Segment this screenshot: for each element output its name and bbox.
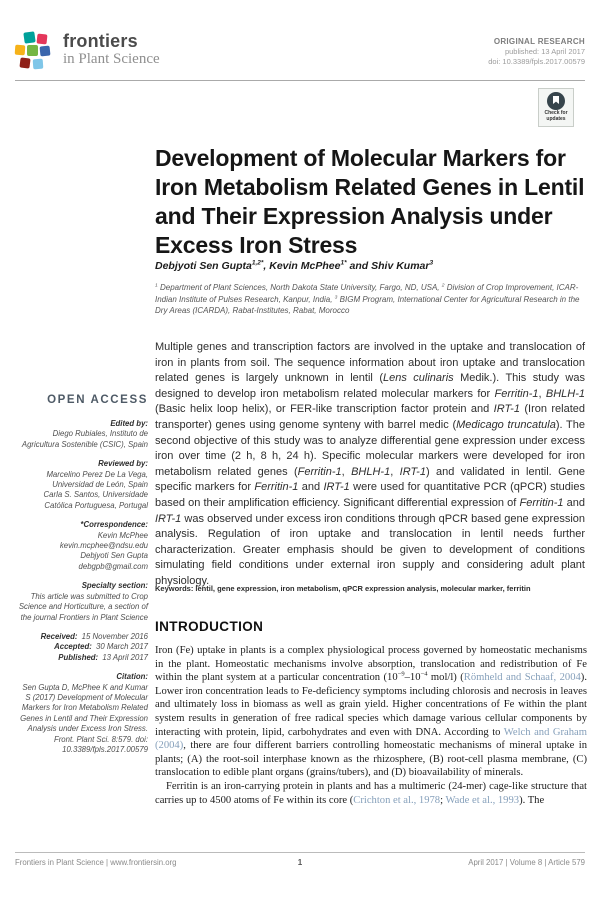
specialty-section-label: Specialty section: xyxy=(81,581,148,591)
article-info-sidebar xyxy=(15,394,148,764)
correspondence-name: Debjyoti Sen Gupta xyxy=(80,551,148,561)
citation-label: Citation: xyxy=(116,672,148,682)
published-label: Published: xyxy=(58,652,99,662)
section-heading-introduction: INTRODUCTION xyxy=(155,619,264,634)
author-list: Debjyoti Sen Gupta$^{1,2*}$, Kevin McPhee$^{1*}$ and Shiv Kumar$^3$ xyxy=(155,259,434,272)
page-number: 1 xyxy=(297,858,303,867)
journal-name: in Plant Science xyxy=(63,51,160,67)
specialty-section-text: This article was submitted to Crop Science and Horticulture, a section of the journal Frontiers in Plant Science xyxy=(18,591,148,622)
specialty-section-block xyxy=(15,581,148,623)
reviewed-by-block xyxy=(15,459,148,511)
article-meta xyxy=(488,37,585,67)
published-date-line: published: 13 April 2017 xyxy=(504,47,585,56)
citation-block xyxy=(15,672,148,755)
reviewer-name: Marcelino Perez De La Vega, Universidad de León, Spain xyxy=(46,469,148,490)
accepted-label: Accepted: xyxy=(54,642,92,652)
reviewer-name: Carla S. Santos, Universidade Católica Portuguesa, Portugal xyxy=(43,490,148,510)
header-divider xyxy=(15,80,585,81)
affiliations: $^1$ Department of Plant Sciences, North Dakota State University, Fargo, ND, USA, $^2$ Division of Crop Improvement, ICAR-Indian Institute of Pulses Research, Kanpur, India, $^3$ BIGM Program, International Center for Agricultural Research in the Dry Areas (ICARDA), Rabat-Institutes, Rabat, Morocco xyxy=(155,283,580,315)
citation-text: Sen Gupta D, McPhee K and Kumar S (2017) Development of Molecular Markers for Iron Metabolism Related Genes in Lentil and Their Expression Analysis under Excess Iron Stress. Front. Plant Sci. 8:579. doi: 10.3389/fpls.2017.00579 xyxy=(20,682,148,754)
received-date: 15 November 2016 xyxy=(81,631,148,641)
editor-name: Diego Rubiales, Instituto de Agricultura Sostenible (CSIC), Spain xyxy=(21,429,148,449)
frontiers-logo[interactable] xyxy=(15,32,160,74)
correspondence-block xyxy=(15,520,148,572)
dates-block xyxy=(15,632,148,663)
footer-issue-info: April 2017 | Volume 8 | Article 579 xyxy=(468,858,585,867)
accepted-date: 30 March 2017 xyxy=(95,642,148,652)
published-date: 13 April 2017 xyxy=(102,652,148,662)
correspondence-email[interactable]: kevin.mcphee@ndsu.edu xyxy=(59,541,148,551)
keywords-line: Keywords: lentil, gene expression, iron metabolism, qPCR expression analysis, molecular marker, ferritin xyxy=(155,584,531,593)
edited-by-label: Edited by: xyxy=(110,419,148,428)
introduction-paragraph: Ferritin is an iron-carrying protein in plants and has a multimeric (24-mer) cage-like structure that carries up to 4500 atoms of Fe within its core (Crichton et al., 1978; Wade et al., 1993). The xyxy=(155,780,587,806)
footer-divider xyxy=(15,852,585,853)
abstract-text: Multiple genes and transcription factors are involved in the uptake and translocation of iron in plants from soil. The sequence information about iron uptake and translocation related genes is largely unknown in lentil (Lens culinaris Medik.). This study was designed to develop iron metabolism related molecular markers for Ferritin-1, BHLH-1 (Basic helix loop helix), or FER-like transcription factor protein and IRT-1 (Iron related transporter) genes using genome synteny with barrel medic (Medicago truncatula). The second objective of this study was to analyze differential gene expression under excess iron over time (2 h, 8 h, 24 h). Specific molecular markers were developed for iron metabolism related genes (Ferritin-1, BHLH-1, IRT-1) and validated in lentil. Gene specific markers for Ferritin-1 and IRT-1 were used for quantitative PCR (qPCR) studies based on their amplification efficiency. Significant differential expression of Ferritin-1 and IRT-1 was observed under excess iron conditions through qPCR based gene expression analysis. Regulation of iron uptake and translocation in lentil needs further characterization. Greater emphasis should be given to development of conditions simulating field conditions under external iron supply and considering adult plant physiology. xyxy=(155,341,586,587)
correspondence-email[interactable]: debgpb@gmail.com xyxy=(78,561,148,571)
received-label: Received: xyxy=(40,631,78,641)
reviewed-by-label: Reviewed by: xyxy=(98,459,148,469)
correspondence-label: *Correspondence: xyxy=(80,520,148,530)
article-title: Development of Molecular Markers for Iron Metabolism Related Genes in Lentil and Their Expression Analysis under Excess Iron Stress xyxy=(155,145,585,258)
crossmark-icon xyxy=(547,92,565,110)
correspondence-name: Kevin McPhee xyxy=(97,530,148,540)
journal-brand: frontiers xyxy=(63,31,138,51)
frontiers-logo-icon xyxy=(15,32,55,74)
open-access-label: OPEN ACCESS xyxy=(47,394,148,406)
article-type: ORIGINAL RESEARCH xyxy=(493,37,585,46)
doi-link[interactable]: doi: 10.3389/fpls.2017.00579 xyxy=(488,57,585,66)
introduction-paragraph: Iron (Fe) uptake in plants is a complex physiological process governed by homeostatic mechanisms in the plant. Homeostatic mechanisms involve absorption, translocation and redistribution of Fe within the plant system at a particular concentration ($10^{-9}-10^{-4}$ mol/l) (Römheld and Schaaf, 2004). Lower iron concentration leads to Fe-deficiency symptoms including chlorosis and necrosis in leaves and ultimately loss in biomass as well as grain yield. Higher concentrations of Fe within the plant system results in generation of free radical species which damage various cellular components by interacting with protein, lipid, carbohydrates and even with DNA. According to Welch and Graham (2004), there are four different barriers controlling homeostatic mechanisms of mineral uptake in plants; (A) the root-soil interphase known as the rhizosphere, (B) root-cell plasma membrane, (C) translocation to edible plant organs (grains/tubers), and (D) bioavailability of minerals. xyxy=(155,645,587,779)
check-for-updates-badge[interactable]: Check for updates xyxy=(538,88,574,127)
introduction-text xyxy=(155,644,587,807)
edited-by-block xyxy=(15,419,148,450)
footer-journal-link[interactable]: Frontiers in Plant Science | www.frontiersin.org xyxy=(15,858,177,867)
